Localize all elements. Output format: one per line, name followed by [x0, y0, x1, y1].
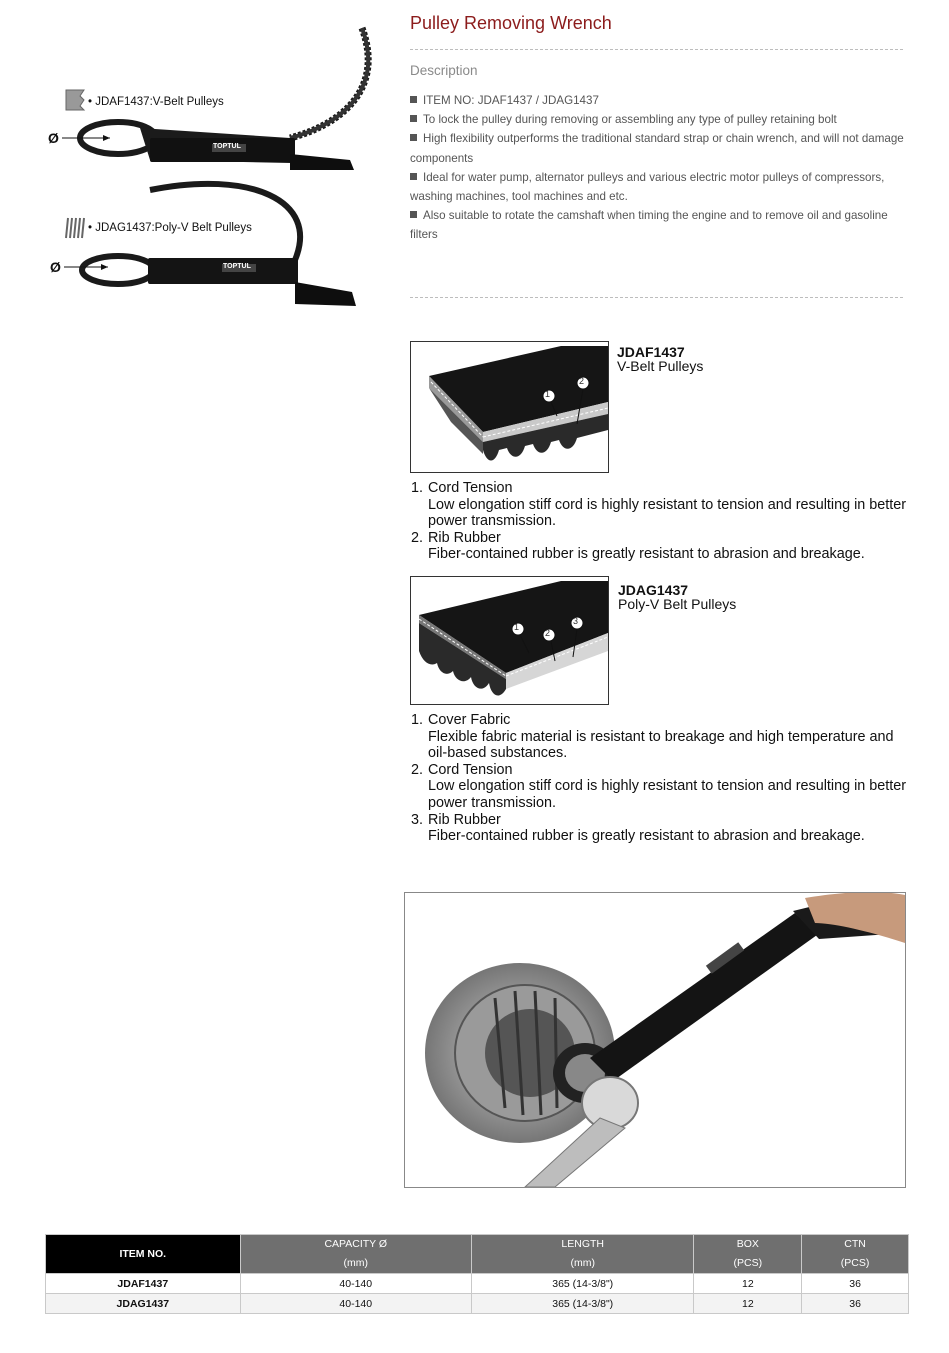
table-header-cell: ITEM NO. — [46, 1235, 241, 1274]
poly-v-belt-cross-section-icon — [411, 577, 608, 704]
belt-code: JDAF1437 — [617, 344, 685, 360]
callout-number: 1 — [545, 389, 551, 399]
brand-mark: TOPTUL — [213, 143, 241, 150]
belt-name: Poly-V Belt Pulleys — [618, 596, 737, 612]
list-item: Ideal for water pump, alternator pulleys and various electric motor pulleys of compressors, washing machines, tool machines and etc. — [410, 170, 885, 204]
table-header-cell: BOX (PCS) — [694, 1235, 802, 1274]
feature-desc: Low elongation stiff cord is highly resistant to tension and resulting in better power transmission. — [428, 778, 907, 811]
poly-v-belt-diagram — [410, 576, 609, 705]
divider — [410, 297, 903, 298]
callout-number: 2 — [579, 376, 585, 386]
description-list — [410, 91, 905, 245]
v-belt-cross-section-icon — [411, 342, 608, 472]
feature-title: Rib Rubber — [428, 811, 501, 828]
bullet-square-icon — [410, 211, 417, 218]
feature-title: Cord Tension — [428, 761, 513, 778]
wrench-illustration — [40, 20, 380, 320]
bullet-square-icon — [410, 134, 417, 141]
table-cell: 12 — [694, 1274, 802, 1294]
list-item: Also suitable to rotate the camshaft when timing the engine and to remove oil and gasoline filters — [410, 209, 888, 242]
table-header-cell: LENGTH (mm) — [472, 1235, 694, 1274]
bullet-square-icon — [410, 96, 417, 103]
table-header-row — [46, 1235, 909, 1274]
callout-number: 2 — [545, 628, 551, 638]
usage-photo — [404, 892, 906, 1188]
v-belt-profile-icon — [66, 90, 84, 110]
brand-mark: TOPTUL — [223, 263, 251, 270]
feature-desc: Fiber-contained rubber is greatly resistant to abrasion and breakage. — [428, 546, 865, 563]
list-item: 1. Cord Tension Low elongation stiff cord is highly resistant to tension and resulting in better power transmission. — [411, 480, 911, 530]
callout-number: 1 — [514, 622, 520, 632]
feature-desc: Flexible fabric material is resistant to breakage and high temperature and oil-based substances. — [428, 728, 894, 762]
table-cell: 365 (14-3/8") — [472, 1294, 694, 1314]
table-header-cell: CTN (PCS) — [802, 1235, 909, 1274]
divider — [410, 49, 903, 50]
feature-title: Cover Fabric — [428, 712, 511, 728]
table-cell: JDAG1437 — [46, 1294, 241, 1314]
list-item: To lock the pulley during removing or assembling any type of pulley retaining bolt — [410, 110, 905, 129]
table-row — [46, 1274, 909, 1294]
page-title: Pulley Removing Wrench — [410, 13, 612, 33]
diameter-symbol: Ø — [50, 259, 61, 275]
v-belt-diagram — [410, 341, 609, 473]
table-cell: 40-140 — [240, 1274, 471, 1294]
alternator-usage-illustration — [405, 893, 905, 1187]
list-item: 2. Cord Tension Low elongation stiff cord is highly resistant to tension and resulting in better power transmission. — [411, 762, 911, 812]
belt-feature-list — [411, 712, 911, 845]
table-cell: 36 — [802, 1294, 909, 1314]
table-cell: 365 (14-3/8") — [472, 1274, 694, 1294]
belt-feature-list — [411, 480, 911, 563]
feature-desc: Low elongation stiff cord is highly resistant to tension and resulting in better power transmission. — [428, 496, 907, 530]
list-item: 3. Rib Rubber Fiber-contained rubber is greatly resistant to abrasion and breakage. — [411, 812, 911, 845]
table-cell: JDAF1437 — [46, 1274, 241, 1294]
variant-label-jdag1437: • JDAG1437:Poly-V Belt Pulleys — [88, 222, 252, 234]
table-header-cell: CAPACITY Ø (mm) — [240, 1235, 471, 1274]
table-cell: 36 — [802, 1274, 909, 1294]
product-figure — [40, 20, 380, 320]
list-item: ITEM NO: JDAF1437 / JDAG1437 — [410, 91, 905, 110]
description-heading: Description — [410, 63, 478, 78]
table-cell: 12 — [694, 1294, 802, 1314]
callout-number: 3 — [573, 616, 579, 626]
list-item: 1. Cover Fabric Flexible fabric material is resistant to breakage and high temperature and oil-based substances. — [411, 712, 911, 762]
list-item: 2. Rib Rubber Fiber-contained rubber is greatly resistant to abrasion and breakage. — [411, 530, 911, 563]
diameter-symbol: Ø — [48, 130, 59, 146]
poly-v-belt-profile-icon — [66, 218, 84, 238]
variant-label-jdaf1437: • JDAF1437:V-Belt Pulleys — [88, 96, 224, 108]
feature-title: Cord Tension — [428, 480, 513, 496]
belt-name: V-Belt Pulleys — [617, 358, 704, 374]
belt-code: JDAG1437 — [618, 582, 689, 598]
feature-desc: Fiber-contained rubber is greatly resistant to abrasion and breakage. — [428, 828, 865, 845]
bullet-square-icon — [410, 173, 417, 180]
table-cell: 40-140 — [240, 1294, 471, 1314]
bullet-square-icon — [410, 115, 417, 122]
feature-title: Rib Rubber — [428, 529, 501, 546]
spec-table — [45, 1234, 909, 1314]
list-item: High flexibility outperforms the traditional standard strap or chain wrench, and will not damage components — [410, 132, 904, 165]
table-row — [46, 1294, 909, 1314]
